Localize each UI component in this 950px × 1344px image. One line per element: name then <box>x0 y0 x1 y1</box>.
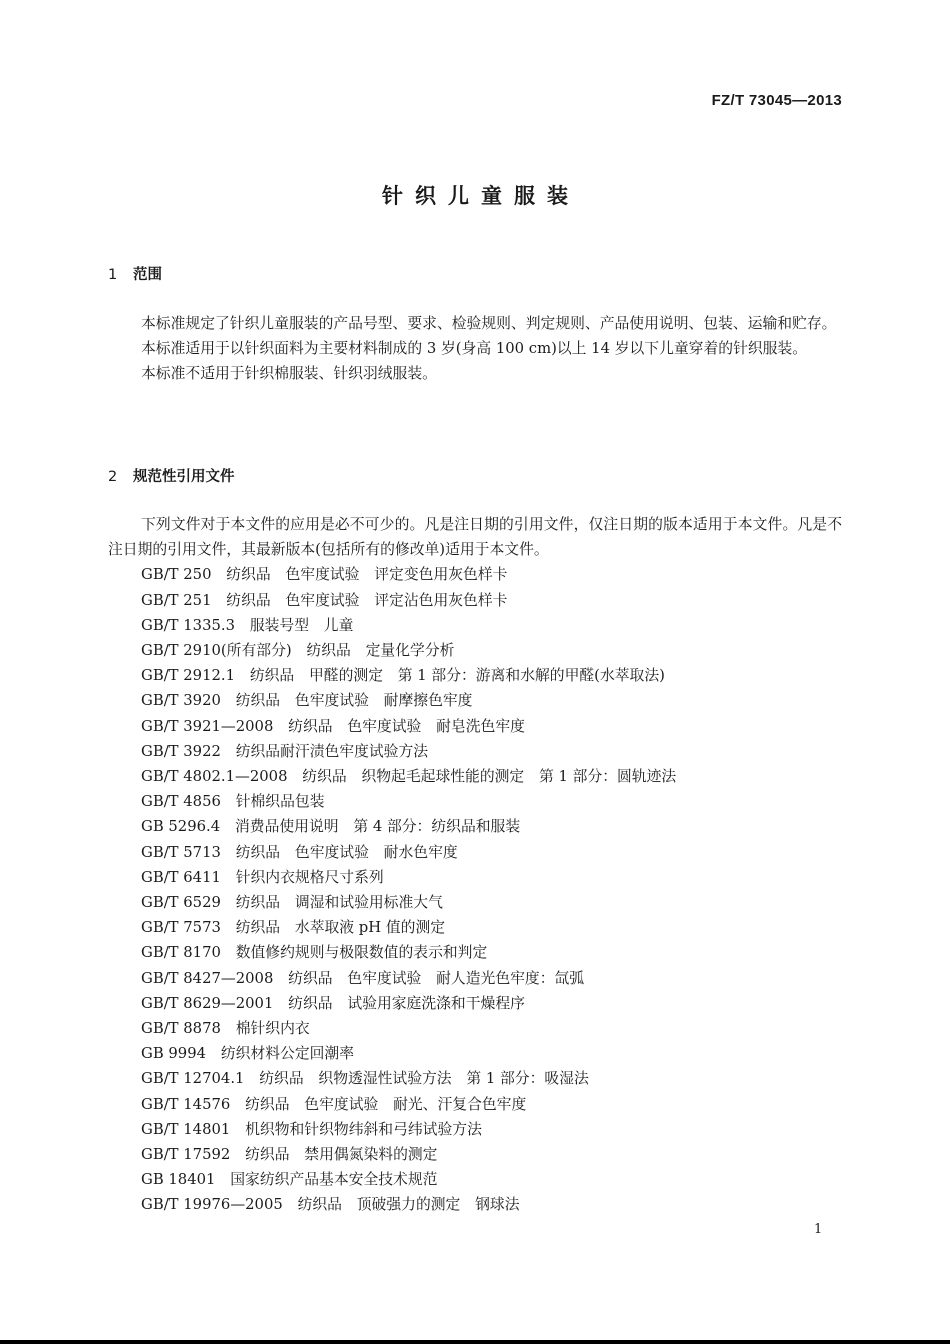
page-number: 1 <box>814 1222 823 1237</box>
section-2-body <box>108 512 842 1218</box>
reference-item: GB/T 6529 纺织品 调湿和试验用标准大气 <box>141 894 443 912</box>
reference-item: GB 9994 纺织材料公定回潮率 <box>141 1045 355 1063</box>
reference-item: GB/T 2912.1 纺织品 甲醛的测定 第 1 部分：游离和水解的甲醛(水萃取法) <box>141 667 665 685</box>
paragraph: 本标准适用于以针织面料为主要材料制成的 3 岁(身高 100 cm)以上 14 岁以下儿童穿着的针织服装。 <box>141 340 808 358</box>
reference-item: GB/T 251 纺织品 色牢度试验 评定沾色用灰色样卡 <box>141 591 508 609</box>
section-title: 范围 <box>133 267 162 283</box>
reference-item: GB/T 4802.1—2008 纺织品 织物起毛起球性能的测定 第 1 部分：圆轨迹法 <box>141 768 677 786</box>
reference-item: GB/T 8427—2008 纺织品 色牢度试验 耐人造光色牢度：氙弧 <box>141 969 585 987</box>
reference-item: GB 18401 国家纺织产品基本安全技术规范 <box>141 1171 438 1189</box>
reference-item: GB/T 5713 纺织品 色牢度试验 耐水色牢度 <box>141 843 458 861</box>
reference-item: GB 5296.4 消费品使用说明 第 4 部分：纺织品和服装 <box>141 818 521 836</box>
page-bottom-rule <box>0 1340 950 1344</box>
reference-item: GB/T 6411 针织内衣规格尺寸系列 <box>141 868 384 886</box>
reference-item: GB/T 14801 机织物和针织物纬斜和弓纬试验方法 <box>141 1120 482 1138</box>
paragraph: 下列文件对于本文件的应用是必不可少的。凡是注日期的引用文件，仅注日期的版本适用于本文件。凡是不注日期的引用文件，其最新版本(包括所有的修改单)适用于本文件。 <box>108 516 842 559</box>
reference-item: GB/T 8629—2001 纺织品 试验用家庭洗涤和干燥程序 <box>141 994 525 1012</box>
reference-item: GB/T 3921—2008 纺织品 色牢度试验 耐皂洗色牢度 <box>141 717 525 735</box>
reference-item: GB/T 7573 纺织品 水萃取液 pH 值的测定 <box>141 919 446 937</box>
standard-number: FZ/T 73045—2013 <box>711 92 842 109</box>
reference-item: GB/T 2910(所有部分) 纺织品 定量化学分析 <box>141 642 455 660</box>
section-number: 2 <box>108 469 118 485</box>
reference-item: GB/T 4856 针棉织品包装 <box>141 793 325 811</box>
reference-item: GB/T 12704.1 纺织品 织物透湿性试验方法 第 1 部分：吸湿法 <box>141 1070 589 1088</box>
section-number: 1 <box>108 267 118 283</box>
paragraph: 本标准不适用于针织棉服装、针织羽绒服装。 <box>141 365 437 383</box>
section-2-heading <box>108 465 235 486</box>
reference-item: GB/T 19976—2005 纺织品 顶破强力的测定 钢球法 <box>141 1196 520 1214</box>
document-title: 针织儿童服装 <box>382 184 580 208</box>
reference-item: GB/T 3920 纺织品 色牢度试验 耐摩擦色牢度 <box>141 692 473 710</box>
section-1-body <box>108 311 842 387</box>
reference-item: GB/T 250 纺织品 色牢度试验 评定变色用灰色样卡 <box>141 566 508 584</box>
reference-list <box>108 562 842 1217</box>
reference-item: GB/T 1335.3 服装号型 儿童 <box>141 616 354 634</box>
paragraph: 本标准规定了针织儿童服装的产品号型、要求、检验规则、判定规则、产品使用说明、包装、运输和贮存。 <box>141 315 837 332</box>
reference-item: GB/T 8878 棉针织内衣 <box>141 1020 310 1038</box>
reference-item: GB/T 3922 纺织品耐汗渍色牢度试验方法 <box>141 742 429 760</box>
section-title: 规范性引用文件 <box>133 469 235 485</box>
reference-item: GB/T 14576 纺织品 色牢度试验 耐光、汗复合色牢度 <box>141 1095 527 1113</box>
reference-item: GB/T 8170 数值修约规则与极限数值的表示和判定 <box>141 944 488 962</box>
reference-item: GB/T 17592 纺织品 禁用偶氮染料的测定 <box>141 1146 438 1164</box>
section-1-heading <box>108 263 162 284</box>
